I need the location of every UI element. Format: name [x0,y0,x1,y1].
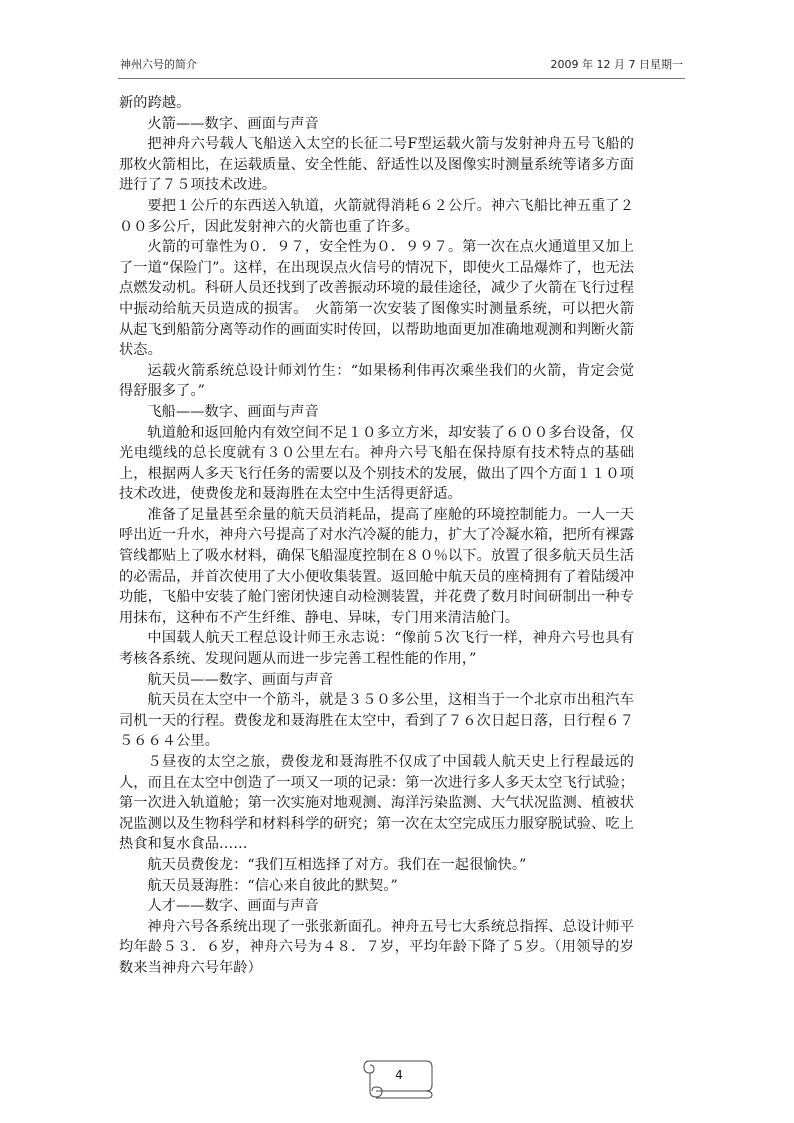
paragraph: 轨道舱和返回舱内有效空间不足１０多立方米，却安装了６００多台设备，仅光电缆线的总长度就有３０公里左右。神舟六号飞船在保持原有技术特点的基础上，根据两人多天飞行任务的需要以及个别技术的发展，做出了四个方面１１０项技术改进，使费俊龙和聂海胜在太空中生活得更舒适。 [119,424,634,503]
page-number: 4 [395,1068,403,1082]
paragraph: ５昼夜的太空之旅，费俊龙和聂海胜不仅成了中国载人航天史上行程最远的人，而且在太空中创造了一项又一项的记录：第一次进行多人多天太空飞行试验；第一次进入轨道舱；第一次实施对地观测、海洋污染监测、大气状况监测、植被状况监测以及生物科学和材料科学的研究；第一次在太空完成压力服穿脱试验、吃上热食和复水食品…… [119,754,634,853]
paragraph: 航天员费俊龙：“我们互相选择了对方。我们在一起很愉快。” [147,856,527,873]
paragraph: 火箭——数字、画面与声音 [147,115,319,132]
paragraph: 航天员在太空中一个筋斗，就是３５０多公里，这相当于一个北京市出租汽车司机一天的行程。费俊龙和聂海胜在太空中，看到了７６次日起日落，日行程６７５６６４公里。 [119,692,634,750]
document-body [119,93,634,979]
paragraph: 准备了足量甚至余量的航天员消耗品，提高了座舱的环境控制能力。一人一天呼出近一升水，神舟六号提高了对水汽冷凝的能力，扩大了冷凝水箱，把所有裸露管线都贴上了吸水材料，确保飞船湿度控制在８０％以下。放置了很多航天员生活的必需品，并首次使用了大小便收集装置。返回舱中航天员的座椅拥有了着陆缓冲功能，飞船中安装了舱门密闭快速自动检测装置，并花费了数月时间研制出一种专用抹布，这种布不产生纤维、静电、异味，专门用来清洁舱门。 [119,506,634,626]
page-number-scroll [362,1055,436,1099]
paragraph: 航天员——数字、画面与声音 [147,671,334,688]
paragraph: 要把１公斤的东西送入轨道，火箭就得消耗６２公斤。神六飞船比神五重了２００多公斤，因此发射神六的火箭也重了许多。 [119,197,634,235]
paragraph: 运载火箭系统总设计师刘竹生：“如果杨利伟再次乘坐我们的火箭，肯定会觉得舒服多了。” [119,362,634,400]
paragraph: 飞船——数字、画面与声音 [147,403,319,420]
paragraph: 中国载人航天工程总设计师王永志说：“像前５次飞行一样，神舟六号也具有考核各系统、发现问题从而进一步完善工程性能的作用，” [119,630,634,668]
paragraph: 火箭的可靠性为０．９７，安全性为０．９９７。第一次在点火通道里又加上了一道“保险门”。这样，在出现误点火信号的情况下，即使火工品爆炸了，也无法点燃发动机。科研人员还找到了改善振动环境的最佳途径，减少了火箭在飞行过程中振动给航天员造成的损害。 火箭第一次安装了图像实时测量系统，可以把火箭从起飞到船箭分离等动作的画面实时传回，以帮助地面更加准确地观测和判断火箭状态。 [119,239,634,359]
paragraph: 新的跨越。 [119,95,191,111]
header-date: 2009 年 12 月 7 日星期一 [550,58,683,71]
paragraph: 人才——数字、画面与声音 [147,898,319,915]
paragraph: 神舟六号各系统出现了一张张新面孔。神舟五号七大系统总指挥、总设计师平均年龄５３．６岁，神舟六号为４８．７岁，平均年龄下降了５岁。（用领导的岁数来当神舟六号年龄） [119,918,634,976]
paragraph: 航天员聂海胜：“信心来自彼此的默契。” [147,877,398,894]
page-header [118,50,685,79]
header-title: 神州六号的简介 [120,58,197,71]
paragraph: 把神舟六号载人飞船送入太空的长征二号F型运载火箭与发射神舟五号飞船的那枚火箭相比，在运载质量、安全性能、舒适性以及图像实时测量系统等诸多方面进行了７５项技术改进。 [119,136,634,194]
